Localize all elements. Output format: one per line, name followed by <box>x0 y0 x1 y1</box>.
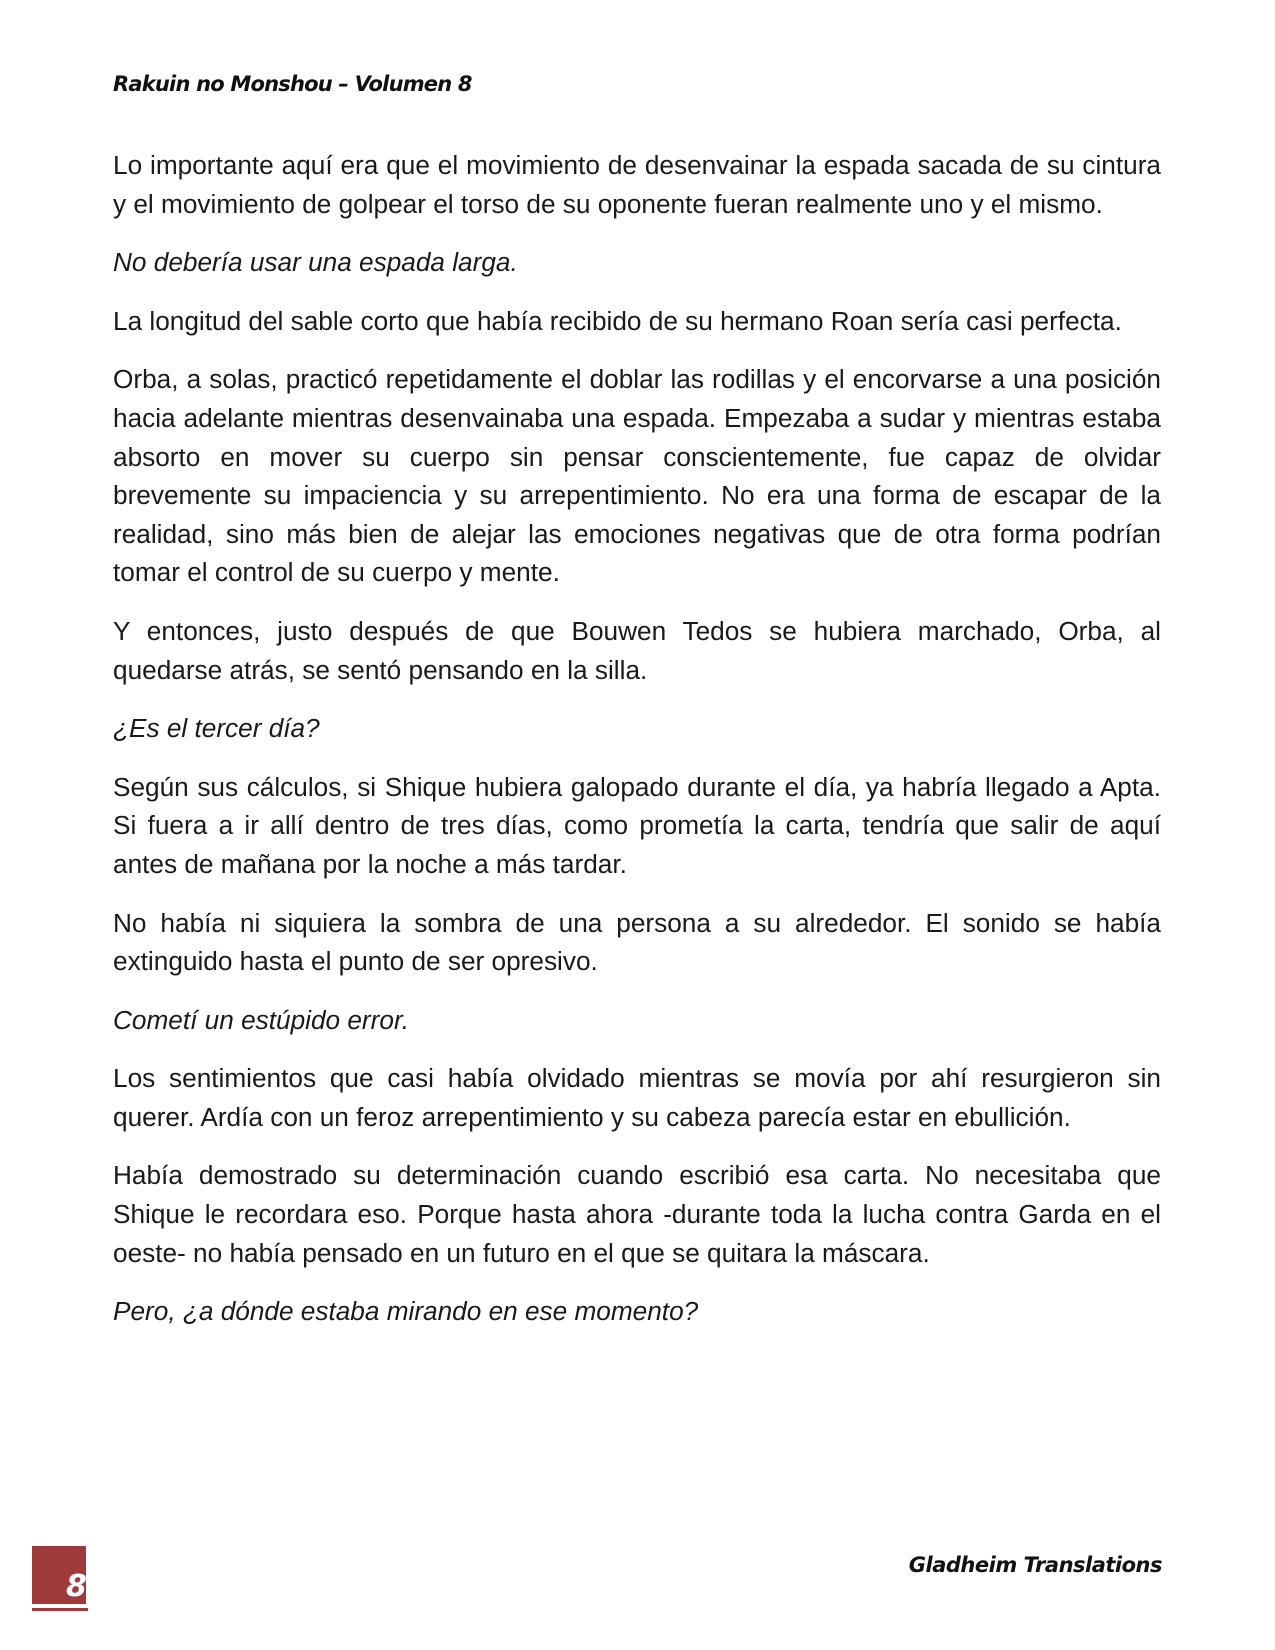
paragraph: Orba, a solas, practicó repetidamente el doblar las rodillas y el encorvarse a una posición hacia adelante mientras desenvainaba una espada. Empezaba a sudar y mientras estaba absorto en mover su cuerpo sin pensar conscientemente, fue capaz de olvidar brevemente su impaciencia y su arrepentimiento. No era una forma de escapar de la realidad, sino más bien de alejar las emociones negativas que de otra forma podrían tomar el control de su cuerpo y mente. <box>113 364 1161 588</box>
paragraph: Según sus cálculos, si Shique hubiera galopado durante el día, ya habría llegado a Apta. Si fuera a ir allí dentro de tres días, como prometía la carta, tendría que salir de aquí antes de mañana por la noche a más tardar. <box>113 771 1161 879</box>
paragraph: Lo importante aquí era que el movimiento de desenvainar la espada sacada de su cintura y el movimiento de golpear el torso de su oponente fueran realmente uno y el mismo. <box>113 150 1161 219</box>
paragraph-italic: Pero, ¿a dónde estaba mirando en ese momento? <box>113 1296 699 1327</box>
page-number-underline <box>32 1608 88 1611</box>
footer-credit: Gladheim Translations <box>908 1553 1162 1577</box>
paragraph: Y entonces, justo después de que Bouwen Tedos se hubiera marchado, Orba, al quedarse atrás, se sentó pensando en la silla. <box>113 615 1161 685</box>
page-number: 8 <box>66 1569 87 1604</box>
paragraph-italic: ¿Es el tercer día? <box>113 713 320 744</box>
paragraph: Había demostrado su determinación cuando escribió esa carta. No necesitaba que Shique le recordara eso. Porque hasta ahora -durante toda la lucha contra Garda en el oeste- no había pensado en un futuro en el que se quitara la máscara. <box>113 1160 1161 1268</box>
paragraph-italic: No debería usar una espada larga. <box>113 247 518 278</box>
paragraph: La longitud del sable corto que había recibido de su hermano Roan sería casi perfecta. <box>113 305 1122 336</box>
paragraph: Los sentimientos que casi había olvidado mientras se movía por ahí resurgieron sin querer. Ardía con un feroz arrepentimiento y su cabeza parecía estar en ebullición. <box>113 1063 1161 1132</box>
body-text <box>113 146 1161 1351</box>
running-header: Rakuin no Monshou – Volumen 8 <box>113 72 472 96</box>
paragraph-italic: Cometí un estúpido error. <box>113 1004 409 1035</box>
paragraph: No había ni siquiera la sombra de una persona a su alrededor. El sonido se había extinguido hasta el punto de ser opresivo. <box>113 907 1161 977</box>
